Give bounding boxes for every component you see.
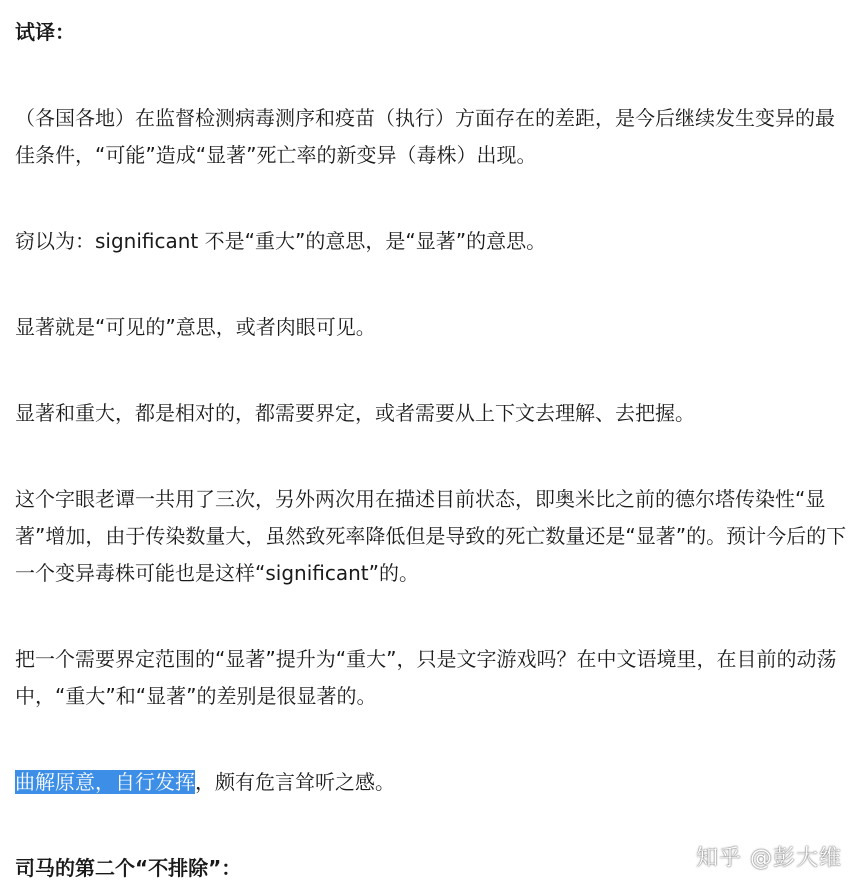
paragraph-visible: 显著就是“可见的”意思，或者肉眼可见。 [15, 315, 376, 339]
paragraph-translation: （各国各地）在监督检测病毒测序和疫苗（执行）方面存在的差距，是今后继续发生变异的最佳条件，“可能”造成“显著”死亡率的新变异（毒株）出现。 [15, 106, 835, 167]
heading-second-not-exclude: 司马的第二个“不排除”： [15, 856, 242, 880]
paragraph-misinterpret-rest: ，颇有危言耸听之感。 [195, 770, 395, 794]
paragraph-significant: 窃以为：significant 不是“重大”的意思，是“显著”的意思。 [15, 229, 547, 253]
paragraph-word-game: 把一个需要界定范围的“显著”提升为“重大”，只是文字游戏吗？在中文语境里，在目前的动荡中，“重大”和“显著”的差别是很显著的。 [15, 647, 837, 708]
paragraph-misinterpret[interactable] [15, 764, 850, 801]
zhihu-watermark: 知乎 @彭大维 [696, 846, 842, 871]
heading-try-translate: 试译： [15, 20, 75, 44]
article-body [15, 14, 850, 887]
paragraph-relative: 显著和重大，都是相对的，都需要界定，或者需要从上下文去理解、去把握。 [15, 401, 695, 425]
selected-text-highlight[interactable]: 曲解原意，自行发挥 [15, 770, 195, 794]
paragraph-three-times: 这个字眼老谭一共用了三次，另外两次用在描述目前状态，即奥米比之前的德尔塔传染性“显著”增加，由于传染数量大，虽然致死率降低但是导致的死亡数量还是“显著”的。预计今后的下一个变异毒株可能也是这样“significant”的。 [15, 487, 847, 585]
